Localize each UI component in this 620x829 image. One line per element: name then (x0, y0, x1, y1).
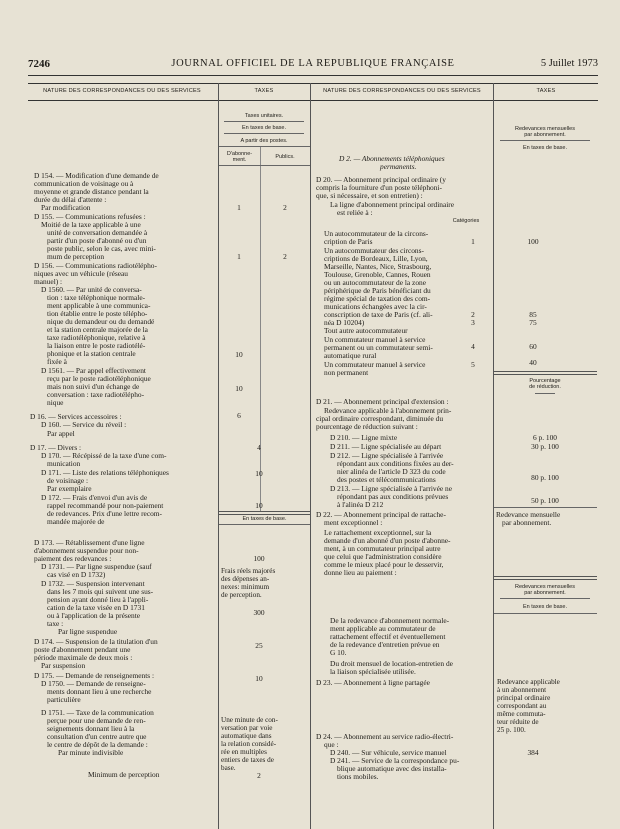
text-line: D 1731. — Par ligne suspendue (sauf (41, 562, 152, 571)
text-line: cipal ordinaire correspondant, diminuée du (316, 414, 444, 423)
text-line: nier alinéa de l'article D 323 du code (337, 467, 446, 476)
text-line: partir d'un poste d'abonné ou d'un (47, 236, 147, 245)
right-subhead-line2: par abonnement. (524, 132, 566, 138)
column-divider-left-subcolumns (260, 146, 261, 512)
tax-value: 100 (253, 554, 265, 563)
d23-note-line: 25 p. 100. (497, 726, 526, 734)
text-line: fixée à (47, 357, 67, 366)
text-line: nique (47, 398, 64, 407)
left-subhead-rule3 (219, 146, 310, 147)
text-line: poste public, selon le cas, avec mini- (47, 244, 156, 253)
text-line: Du droit mensuel de location-entretien de (330, 659, 453, 668)
note-minute-line: base. (221, 764, 236, 772)
head2-line3: En taxes de base. (522, 604, 568, 610)
text-line: durée du délai d'attente : (34, 195, 107, 204)
issue-date: 5 Juillet 1973 (540, 58, 598, 69)
text-line: D 173. — Rétablissement d'une ligne (34, 538, 145, 547)
right-section-rule (494, 507, 597, 508)
note-minute-line: automatique dans (221, 732, 272, 740)
right-taxes-double-rule-2 (494, 576, 597, 580)
text-line: rappel recommandé pour non-paiement (47, 501, 164, 510)
text-line: D 1732. — Suspension intervenant (41, 579, 145, 588)
subcolumn-abonnement-1: D'abonne- (226, 151, 253, 157)
text-line: tion établie entre le poste télépho- (47, 309, 148, 318)
text-line: cation de la taxe visée en D 1731 (47, 603, 145, 612)
head2-line2: par abonnement. (524, 590, 566, 596)
text-line: Un autocommutateur des circons- (324, 246, 424, 255)
head2-rule-bottom (494, 613, 597, 614)
right-subhead-line1: Redevances mensuelles (515, 126, 575, 132)
text-line: G 10. (330, 648, 347, 657)
text-line: mum de perception (47, 252, 105, 261)
fee-value: 40 (529, 358, 537, 367)
text-line: D 241. — Service de la correspondance pu- (330, 756, 460, 765)
text-line: ment applicable à une communica- (47, 301, 151, 310)
tax-value: 10 (255, 501, 263, 510)
tax-value: 2 (283, 203, 287, 212)
column-header-rule-top (28, 83, 598, 84)
text-line: ment exceptionnel : (324, 518, 383, 527)
category-number: 5 (471, 360, 475, 369)
text-line: permanent ou un commutateur semi- (324, 343, 433, 352)
section-heading: permanents. (380, 162, 417, 171)
text-line: munications échangées avec la cir- (324, 302, 427, 311)
text-line: de la redevance d'entretien prévue en (330, 640, 440, 649)
text-line: D 23. — Abonnement à ligne partagée (316, 678, 430, 687)
note-minute-line: rée en multiples (221, 748, 267, 756)
d22-note-line: par abonnement. (502, 518, 552, 527)
fee-value: 100 (527, 237, 539, 246)
categories-label: Catégories (452, 218, 480, 224)
header-rule (28, 75, 598, 76)
left-note-base-rule (219, 524, 310, 525)
column-head-taxes-right: TAXES (536, 88, 556, 94)
column-divider-right-taxes (493, 83, 494, 829)
text-line: Redevance applicable à l'abonnement prin- (324, 406, 452, 415)
text-line: Minimum de perception (88, 770, 160, 779)
text-line: moyenne et grande distance pendant la (34, 187, 149, 196)
right-taxes-double-rule (494, 371, 597, 375)
text-line: D 17. — Divers : (30, 443, 82, 452)
d23-note-line: à un abonnement (497, 686, 547, 694)
subcolumn-abonnement-2: ment. (232, 157, 247, 163)
text-line: D 174. — Suspension de la titulation d'un (34, 637, 158, 646)
tax-value: 300 (253, 608, 265, 617)
text-line: particulière (47, 695, 81, 704)
text-line: et la station centrale majorée de la (47, 325, 148, 334)
text-line: D 210. — Ligne mixte (330, 433, 398, 442)
text-line: que celui que l'administration considère (324, 552, 442, 561)
head2-rule (500, 598, 590, 599)
text-line: répondant aux conditions fixées au der- (337, 459, 454, 468)
tax-value: 10 (255, 674, 263, 683)
text-line: de redevances. Prix d'une lettre recom- (47, 509, 163, 518)
text-line: Toulouse, Grenoble, Cannes, Rouen (324, 270, 431, 279)
tax-value: 10 (255, 469, 263, 478)
text-line: donne lieu au paiement : (324, 568, 397, 577)
text-line: D 1751. — Taxe de la communication (41, 708, 154, 717)
fee-value: 6 p. 100 (532, 433, 558, 442)
text-line: Un commutateur manuel à service (324, 360, 426, 369)
text-line: Par modification (41, 203, 91, 212)
tax-value: 2 (257, 771, 261, 780)
column-head-nature-left: NATURE DES CORRESPONDANCES OU DES SERVICES (43, 88, 201, 94)
text-line: D 156. — Communications radiotélépho- (34, 261, 157, 270)
text-line: cription de Paris (324, 237, 373, 246)
text-line: compris la fourniture d'un poste téléphoni- (316, 183, 442, 192)
text-line: Tout autre autocommutateur (324, 326, 408, 335)
text-line: périphérique de Paris bénéficiant du (324, 286, 431, 295)
column-header-rule-bottom (28, 100, 598, 101)
left-subhead-line1: Taxes unitaires. (244, 113, 284, 119)
fee-value: 50 p. 100 (531, 496, 559, 505)
text-line: à l'alinéa D 212 (337, 500, 384, 509)
text-line: automatique rural (324, 351, 377, 360)
page-number: 7246 (28, 58, 50, 70)
text-line: seignements donnant lieu à la (47, 724, 135, 733)
fee-value: 30 p. 100 (531, 442, 559, 451)
text-line: rattachement effectif et éventuellement (330, 632, 446, 641)
pct-head-line2: de réduction. (529, 384, 561, 390)
fee-value: 384 (527, 748, 539, 757)
tax-value: 1 (237, 252, 241, 261)
text-line: D 22. — Abonnement principal de rattache- (316, 510, 446, 519)
text-line: consultation d'un centre autre que (47, 732, 147, 741)
text-line: Un commutateur manuel à service (324, 335, 426, 344)
tax-value: 1 (237, 203, 241, 212)
tax-value: 2 (283, 252, 287, 261)
text-line: D 21. — Abonnement principal d'extension : (316, 397, 449, 406)
text-line: Un autocommutateur de la circons- (324, 229, 429, 238)
note-minute-line: entiers de taxes de (221, 756, 274, 764)
text-line: D 1561. — Par appel effectivement (41, 366, 146, 375)
fee-value: 60 (529, 342, 537, 351)
note-frais-line: nexes: minimum (221, 583, 270, 591)
text-line: poste d'abonnement pendant une (34, 645, 131, 654)
text-line: manuel) : (34, 277, 63, 286)
text-line: D 212. — Ligne spécialisée à l'arrivée (330, 451, 444, 460)
text-line: Par ligne suspendue (58, 627, 118, 636)
text-line: blique automatique avec des installa- (337, 764, 447, 773)
text-line: Par suspension (41, 661, 86, 670)
text-line: D 175. — Demande de renseignements : (34, 671, 155, 680)
d23-note-line: principal ordinaire (497, 694, 551, 702)
left-subhead-line3: A partir des postes. (240, 138, 288, 144)
text-line: taxe : (47, 619, 64, 628)
text-line: phonique et la station centrale (47, 349, 136, 358)
text-line: Par exemplaire (47, 484, 92, 493)
text-line: D 20. — Abonnement principal ordinaire (y (316, 175, 446, 184)
text-line: niques avec un véhicule (réseau (34, 269, 128, 278)
text-line: régime spécial de taxation des com- (324, 294, 431, 303)
text-line: comme le mieux placé pour le desservir, (324, 560, 444, 569)
text-line: D 171. — Liste des relations téléphoniques (41, 468, 169, 477)
text-line: de voisinage : (47, 476, 89, 485)
d23-note-line: correspondant au (497, 702, 547, 710)
text-line: perçue pour une demande de ren- (47, 716, 146, 725)
column-head-taxes-left: TAXES (254, 88, 274, 94)
text-line: ou à l'application de la présente (47, 611, 141, 620)
tax-value: 6 (237, 411, 241, 420)
pct-head-line1: Pourcentage (529, 378, 561, 384)
d23-note-line: même commuta- (497, 710, 546, 718)
text-line: Moitié de la taxe applicable à une (41, 220, 141, 229)
d23-note-line: teur réduite de (497, 718, 539, 726)
text-line: est reliée à : (337, 208, 373, 217)
text-line: D 240. — Sur véhicule, service manuel (330, 748, 447, 757)
text-line: néa D 10204) (324, 318, 365, 327)
text-line: criptions de Bordeaux, Lille, Lyon, (324, 254, 428, 263)
text-line: des postes et télécommunications (337, 475, 436, 484)
text-line: ment applicable au commutateur de (330, 624, 436, 633)
journal-title: JOURNAL OFFICIEL DE LA REPUBLIQUE FRANÇAISE (171, 58, 455, 69)
note-frais-line: de perception. (221, 591, 262, 599)
text-line: ments donnant lieu à une recherche (47, 687, 152, 696)
text-line: D 16. — Services accessoires : (30, 412, 122, 421)
text-line: dans les 7 mois qui suivent une sus- (47, 587, 154, 596)
text-line: reçu par le poste radiotéléphonique (47, 374, 151, 383)
column-divider-center (310, 83, 311, 829)
text-line: D 213. — Ligne spécialisée à l'arrivée ne (330, 484, 452, 493)
section-heading: D 2. — Abonnements téléphoniques (339, 154, 445, 163)
text-line: La ligne d'abonnement principal ordinaire (330, 200, 455, 209)
text-line: pension ayant donné lieu à l'appli- (47, 595, 149, 604)
category-number: 2 (471, 310, 475, 319)
text-line: pourcentage de réduction suivant : (316, 422, 418, 431)
text-line: D 160. — Service du réveil : (41, 420, 127, 429)
fee-value: 80 p. 100 (531, 473, 559, 482)
text-line: ou un autocommutateur de la zone (324, 278, 426, 287)
text-line: Par appel (47, 429, 75, 438)
text-line: taxe radiotéléphonique, relative à (47, 333, 146, 342)
text-line: la liaison spécialisée utilisée. (330, 667, 416, 676)
text-line: le centre de dépôt de la demande : (47, 740, 148, 749)
tax-value: 25 (255, 641, 263, 650)
category-number: 1 (471, 237, 475, 246)
text-line: D 155. — Communications refusées : (34, 212, 146, 221)
text-line: que : (324, 740, 339, 749)
text-line: mandée majorée de (47, 517, 105, 526)
text-line: D 211. — Ligne spécialisée au départ (330, 442, 442, 451)
text-line: non permanent (324, 368, 369, 377)
text-line: Le rattachement exceptionnel, sur la (324, 528, 432, 537)
text-line: tions mobiles. (337, 772, 379, 781)
text-line: conscription de taxe de Paris (cf. ali- (324, 310, 433, 319)
text-line: D 172. — Frais d'envoi d'un avis de (41, 493, 148, 502)
text-line: D 1560. — Par unité de conversa- (41, 285, 142, 294)
d23-note-line: Redevance applicable (497, 678, 560, 686)
column-divider-left-taxes (218, 83, 219, 829)
note-frais-line: Frais réels majorés (221, 567, 276, 575)
text-line: nique du demandeur ou du demandé (47, 317, 155, 326)
text-line: unité de conversation demandée à (47, 228, 148, 237)
text-line: tion : taxe téléphonique normale- (47, 293, 146, 302)
text-line: répondant pas aux conditions prévues (337, 492, 449, 501)
text-line: D 170. — Récépissé de la taxe d'une com- (41, 451, 167, 460)
text-line: D 1750. — Demande de renseigne- (41, 679, 146, 688)
note-minute-line: versation par voie (221, 724, 273, 732)
head2-line1: Redevances mensuelles (515, 584, 575, 590)
text-line: Par minute indivisible (58, 748, 124, 757)
text-line: De la redevance d'abonnement normale- (330, 616, 450, 625)
note-frais-line: des dépenses an- (221, 575, 270, 583)
left-note-base: En taxes de base. (242, 516, 287, 522)
fee-value: 75 (529, 318, 537, 327)
tax-value: 10 (235, 384, 243, 393)
pct-head-rule (535, 393, 555, 394)
left-subhead-line2: En taxes de base. (241, 125, 287, 131)
left-subhead-rule1 (224, 121, 304, 122)
category-number: 3 (471, 318, 475, 327)
text-line: Marseille, Nantes, Nice, Strasbourg, (324, 262, 432, 271)
text-line: ment, à un commutateur principal autre (324, 544, 441, 553)
fee-value: 85 (529, 310, 537, 319)
left-taxes-double-rule (219, 511, 310, 515)
text-line: communication de voisinage ou à (34, 179, 134, 188)
text-line: d'abonnement suspendue pour non- (34, 546, 139, 555)
column-head-nature-right: NATURE DES CORRESPONDANCES OU DES SERVICES (323, 88, 481, 94)
text-line: la liaison entre le poste radiotélé- (47, 341, 146, 350)
text-line: munication (47, 459, 81, 468)
d22-note-line: Redevance mensuelle (496, 510, 561, 519)
right-subhead-line3: En taxes de base. (522, 145, 568, 151)
tax-value: 10 (235, 350, 243, 359)
text-line: que, si nécessaire, et son entretien) : (316, 191, 423, 200)
text-line: demande d'un abonné d'un poste d'abonne- (324, 536, 451, 545)
category-number: 4 (471, 342, 475, 351)
text-line: période maximale de deux mois : (34, 653, 133, 662)
text-line: conversation : taxe radiotélépho- (47, 390, 145, 399)
text-line: mais non suivi d'un échange de (47, 382, 140, 391)
right-subhead-rule1 (500, 140, 590, 141)
left-subhead-rule2 (224, 133, 304, 134)
note-minute-line: la relation considé- (221, 740, 277, 748)
subcolumn-publics: Publics. (275, 154, 295, 160)
left-subhead-rule4 (219, 165, 310, 166)
text-line: D 154. — Modification d'une demande de (34, 171, 159, 180)
note-minute-line: Une minute de con- (221, 716, 278, 724)
page-header (28, 58, 598, 72)
text-line: D 24. — Abonnement au service radio-électri- (316, 732, 454, 741)
tax-value: 4 (257, 443, 261, 452)
text-line: paiement des redevances : (34, 554, 112, 563)
text-line: cas visé en D 1732) (47, 570, 106, 579)
